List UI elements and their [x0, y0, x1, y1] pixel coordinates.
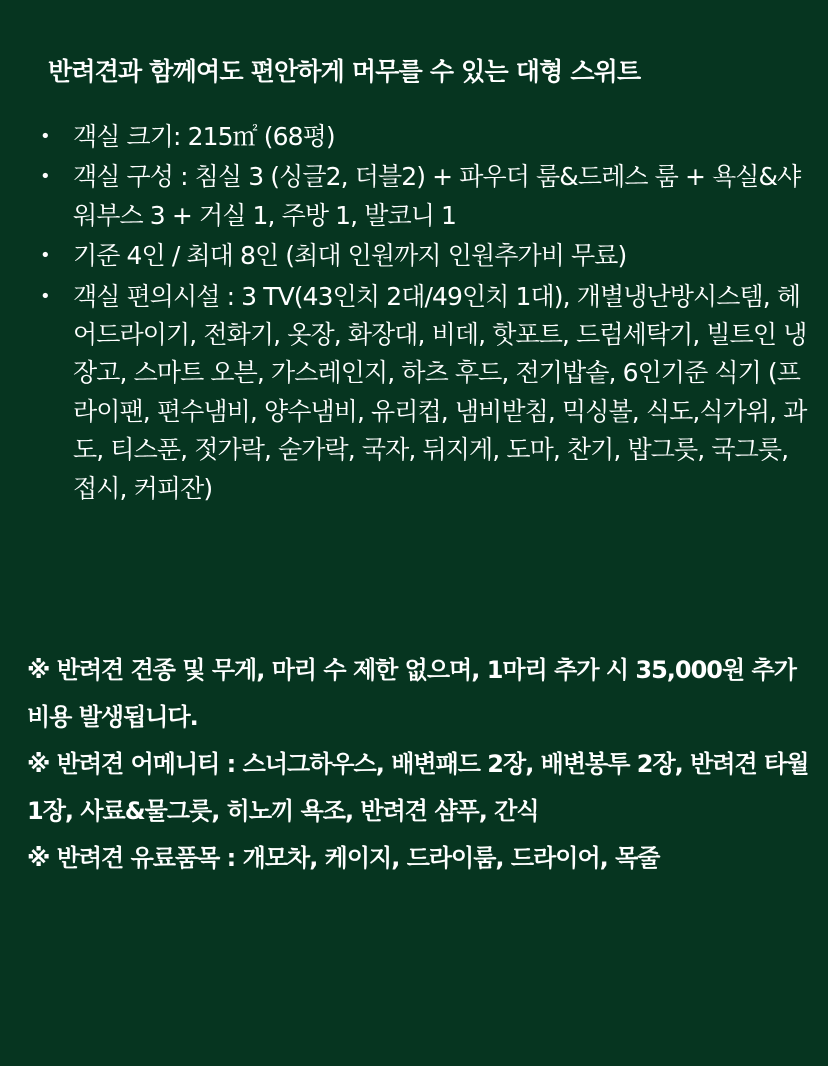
room-size-item — [40, 118, 812, 156]
bullet-icon: • — [40, 245, 50, 267]
room-feature-list — [40, 118, 812, 510]
amenities-text: 객실 편의시설 : 3 TV(43인치 2대/49인치 1대), 개별냉난방시스템, 헤어드라이기, 전화기, 옷장, 화장대, 비데, 핫포트, 드럼세탁기, 빌트인 냉장고, 스마트 오븐, 가스레인지, 하츠 후드, 전기밥솥, 6인기준 식기 (프라이팬, 편수냄비, 양수냄비, 유리컵, 냄비받침, 믹싱볼, 식도,식가위, 과도, 티스푼, 젓가락, 숟가락, 국자, 뒤지게, 도마, 찬기, 밥그릇, 국그릇, 접시, 커피잔) — [73, 281, 807, 503]
pet-policy-notes — [27, 647, 817, 882]
bullet-icon: • — [40, 126, 50, 147]
room-composition-item — [40, 158, 812, 235]
bullet-icon: • — [40, 285, 50, 307]
pet-policy-note: ※ 반려견 견종 및 무게, 마리 수 제한 없으며, 1마리 추가 시 35,000원 추가 비용 발생됩니다. — [27, 656, 796, 731]
occupancy-item — [40, 237, 812, 275]
room-composition-text: 객실 구성 : 침실 3 (싱글2, 더블2) + 파우더 룸&드레스 룸 + 욕실&샤워부스 3 + 거실 1, 주방 1, 발코니 1 — [73, 162, 801, 230]
pet-amenity-note: ※ 반려견 어메니티 : 스너그하우스, 배변패드 2장, 배변봉투 2장, 반려견 타월 1장, 사료&물그릇, 히노끼 욕조, 반려견 샴푸, 간식 — [27, 750, 809, 825]
bullet-icon: • — [40, 166, 50, 188]
page-title: 반려견과 함께여도 편안하게 머무를 수 있는 대형 스위트 — [48, 57, 641, 86]
pet-paid-items-note: ※ 반려견 유료품목 : 개모차, 케이지, 드라이룸, 드라이어, 목줄 — [27, 844, 660, 872]
amenities-item — [40, 278, 812, 508]
room-size-text: 객실 크기: 215㎡ (68평) — [73, 122, 335, 151]
occupancy-text: 기준 4인 / 최대 8인 (최대 인원까지 인원추가비 무료) — [73, 241, 627, 271]
